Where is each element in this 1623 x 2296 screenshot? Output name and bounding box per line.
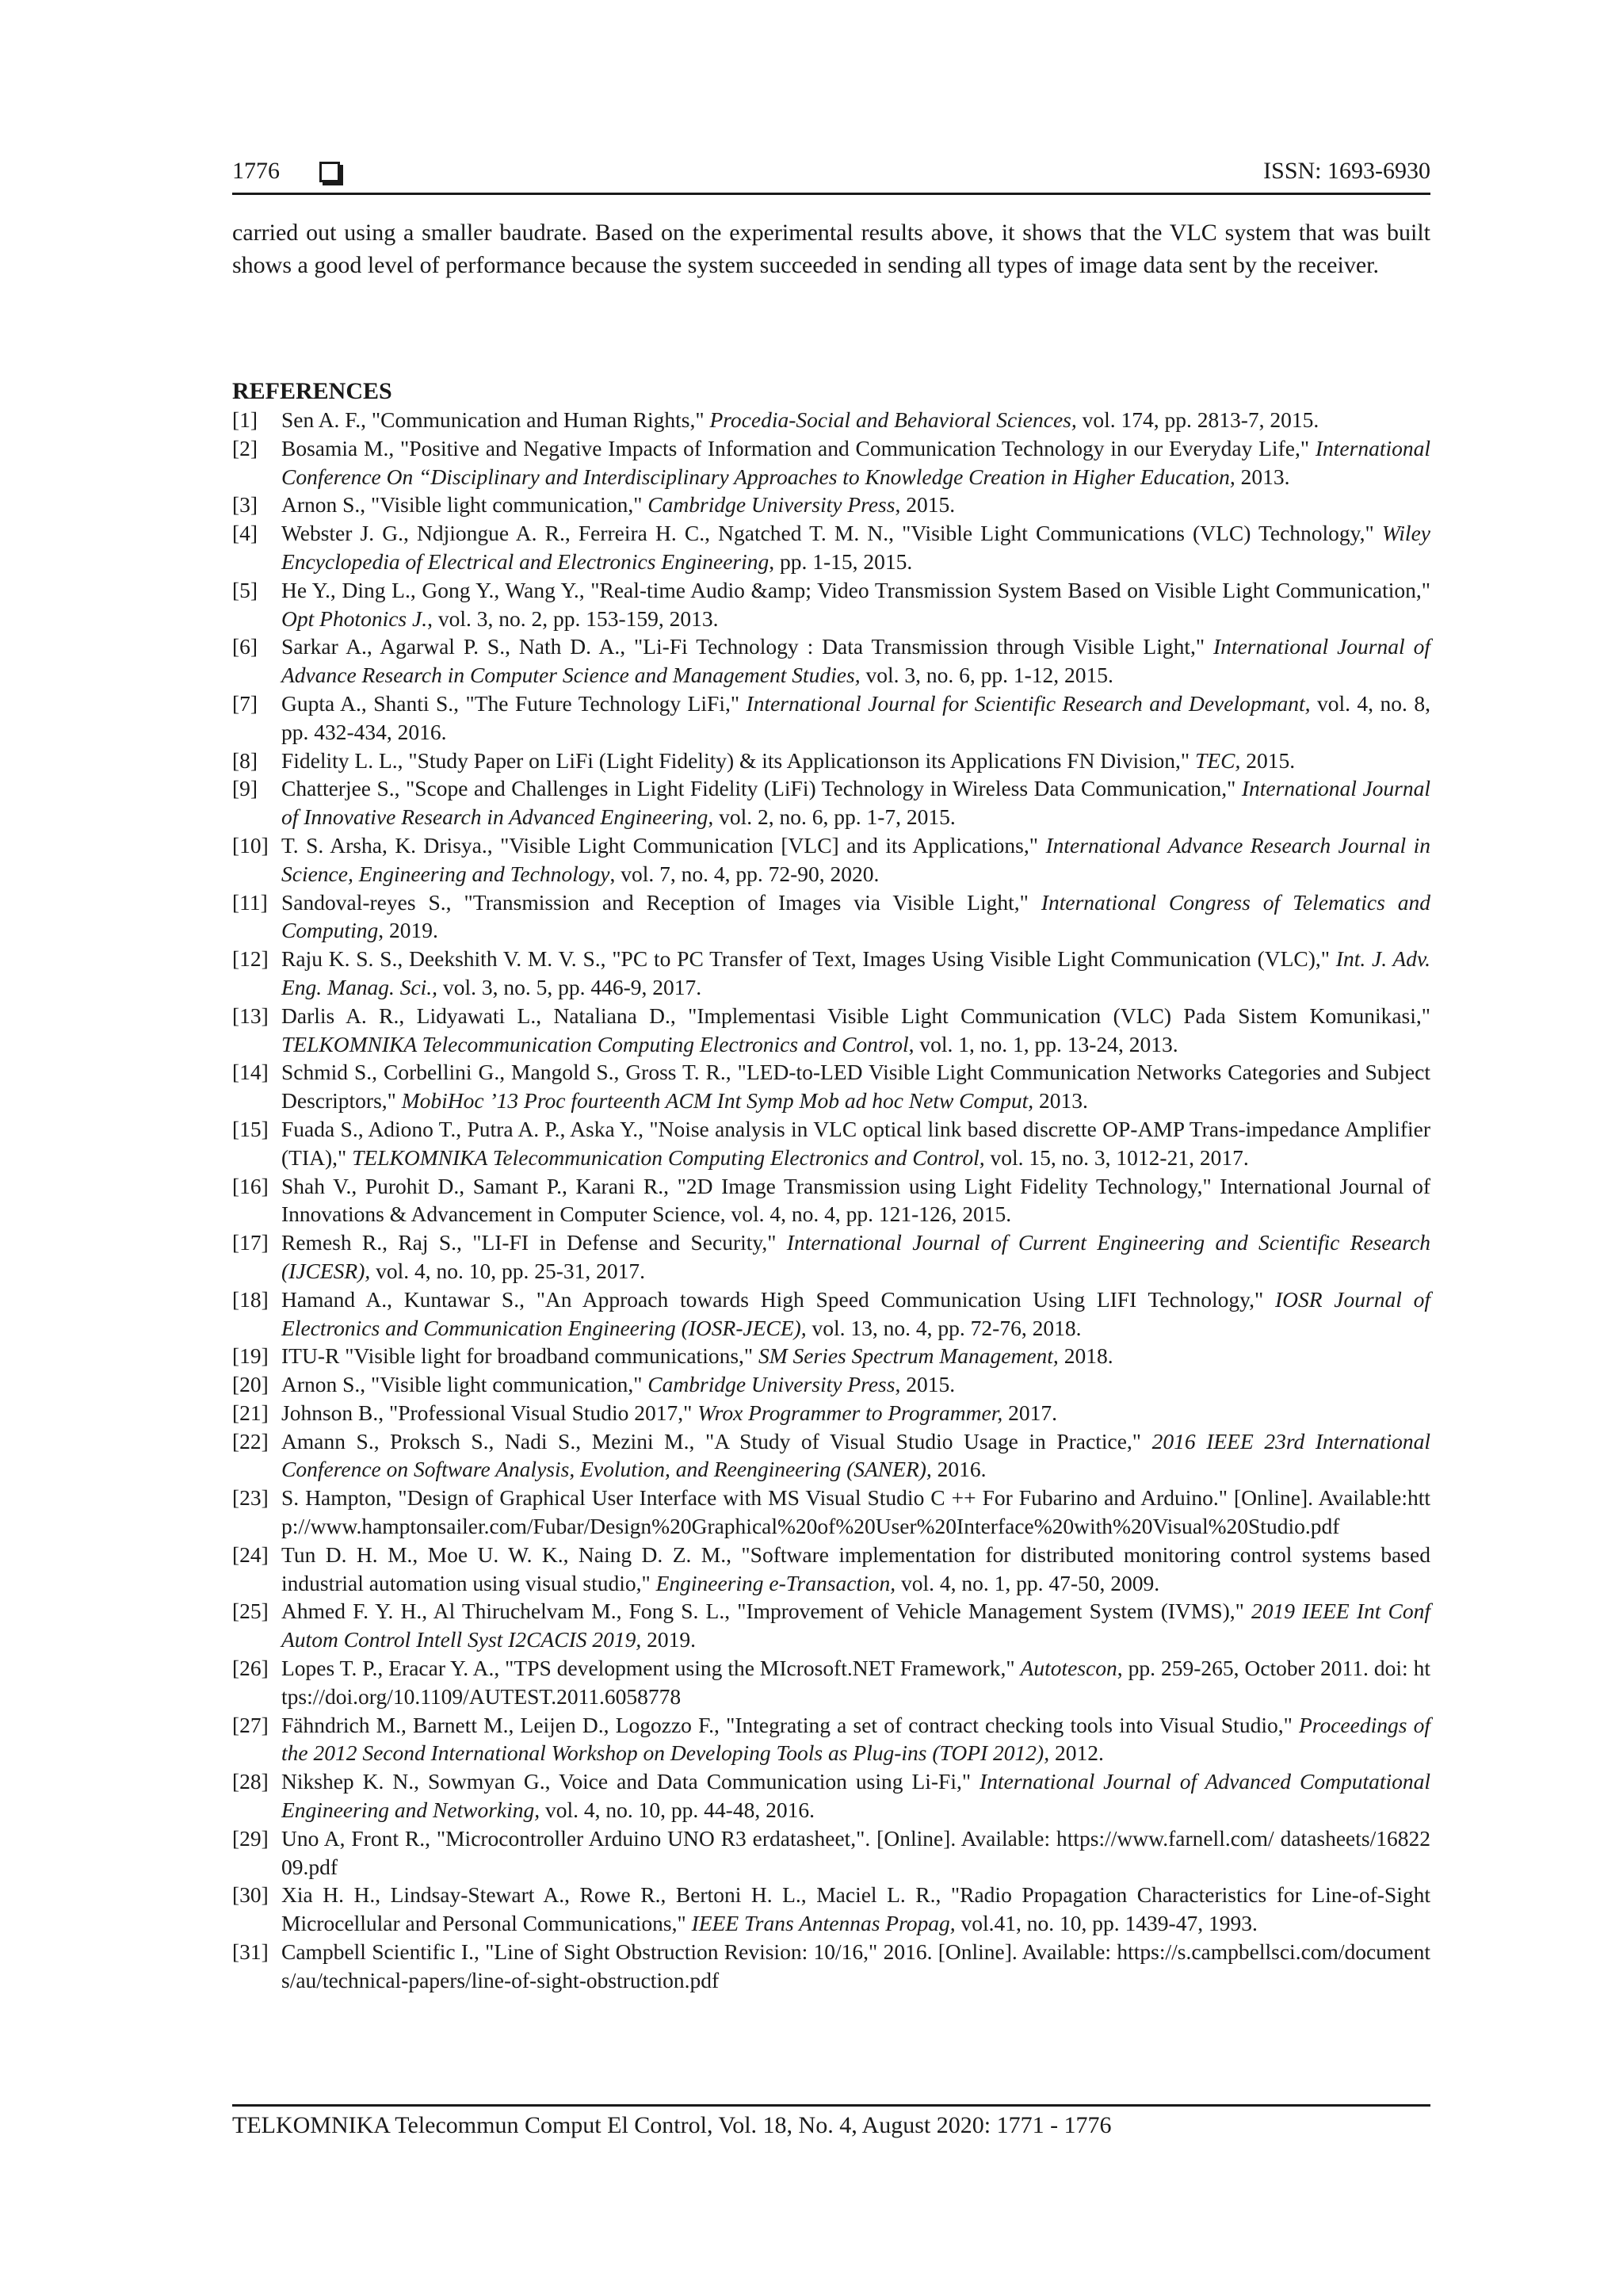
reference-item (232, 1342, 1430, 1370)
reference-item (232, 1370, 1430, 1399)
reference-text: Lopes T. P., Eracar Y. A., "TPS development using the MIcrosoft.NET Framework," (281, 1656, 1021, 1681)
reference-number: [12] (232, 946, 269, 972)
reference-number: [22] (232, 1428, 269, 1454)
reference-item (232, 1228, 1430, 1286)
reference-venue: Cambridge University Press (647, 1372, 896, 1397)
reference-number: [2] (232, 435, 258, 460)
reference-number: [8] (232, 747, 258, 773)
reference-venue: International Congress of Telematics and Computing (281, 889, 1430, 943)
reference-details: vol. 3, no. 6, pp. 1-12, 2015. (860, 663, 1113, 688)
reference-number: [7] (232, 690, 258, 716)
reference-venue: International Conference On “Disciplinary and Interdisciplinary Approaches to Knowledge Creation in Higher Education, (281, 435, 1430, 489)
reference-details: 2012. (1049, 1740, 1104, 1766)
reference-item (232, 576, 1430, 633)
reference-item (232, 1767, 1430, 1824)
reference-text: Fidelity L. L., "Study Paper on LiFi (Light Fidelity) & its Applicationson its Applications FN Division," (281, 747, 1196, 773)
reference-number: [20] (232, 1372, 269, 1397)
reference-venue: Wrox Programmer to Programmer, (697, 1400, 1003, 1425)
reference-item (232, 774, 1430, 831)
reference-text: ITU-R "Visible light for broadband communications," (281, 1343, 759, 1369)
body-paragraph: carried out using a smaller baudrate. Based on the experimental results above, it shows that the VLC system that was built shows a good level of performance because the system succeeded in sending all types of image data sent by the receiver. (232, 220, 1430, 278)
reference-venue: Int. J. Adv. Eng. Manag. Sci., (281, 946, 1430, 999)
reference-number: [31] (232, 1939, 269, 1965)
reference-number: [5] (232, 577, 258, 602)
footer-rule (232, 2104, 1430, 2107)
reference-details: , vol. 3, no. 2, pp. 153-159, 2013. (427, 606, 719, 631)
reference-number: [25] (232, 1599, 269, 1624)
reference-text: Johnson B., "Professional Visual Studio 2017," (281, 1400, 698, 1425)
reference-number: [14] (232, 1060, 269, 1085)
reference-venue: SM Series Spectrum Management, (758, 1343, 1059, 1369)
reference-venue: Proceedings of the 2012 Second International Workshop on Developing Tools as Plug-ins (TOPI 2012), (281, 1712, 1430, 1766)
reference-details: , vol. 1, no. 1, pp. 13-24, 2013. (908, 1031, 1178, 1056)
reference-number: [16] (232, 1173, 269, 1198)
reference-number: [26] (232, 1656, 269, 1681)
reference-details: 2013. (1235, 464, 1290, 489)
reference-text: He Y., Ding L., Gong Y., Wang Y., "Real-time Audio &amp; Video Transmission System Based on Visible Light Communication," (281, 577, 1430, 602)
reference-number: [19] (232, 1343, 269, 1369)
header-rule (232, 193, 1430, 195)
reference-venue: IEEE Trans Antennas Propag, (691, 1911, 956, 1936)
reference-text: Raju K. S. S., Deekshith V. M. V. S., "PC to PC Transfer of Text, Images Using Visible Light Communication (VLC)," (281, 946, 1336, 972)
reference-venue: International Journal of Advance Research in Computer Science and Management Studies, (281, 634, 1430, 688)
reference-venue: Autotescon (1020, 1656, 1117, 1681)
reference-item (232, 1824, 1430, 1881)
reference-number: [4] (232, 521, 258, 546)
reference-venue: 2016 IEEE 23rd International Conference on Software Analysis, Evolution, and Reengineering (SANER), (281, 1428, 1430, 1482)
reference-item (232, 1002, 1430, 1059)
reference-venue: Engineering e-Transaction, (655, 1570, 896, 1595)
reference-item (232, 632, 1430, 690)
reference-item (232, 1115, 1430, 1172)
reference-venue: International Journal of Advanced Computational Engineering and Networking, (281, 1769, 1431, 1823)
reference-venue: MobiHoc ’13 Proc fourteenth ACM Int Symp Mob ad hoc Netw Comput, (401, 1088, 1034, 1114)
reference-number: [17] (232, 1230, 269, 1255)
reference-item (232, 1597, 1430, 1654)
reference-number: [3] (232, 492, 258, 518)
reference-number: [11] (232, 889, 268, 915)
reference-venue: TEC, (1195, 747, 1241, 773)
reference-details: vol.41, no. 10, pp. 1439-47, 1993. (955, 1911, 1258, 1936)
reference-item (232, 1286, 1430, 1343)
page-number: 1776 (232, 158, 280, 184)
reference-text: Chatterjee S., "Scope and Challenges in Light Fidelity (LiFi) Technology in Wireless Data Communication," (281, 776, 1242, 801)
reference-details: , vol. 7, no. 4, pp. 72-90, 2020. (609, 861, 880, 886)
reference-venue: IOSR Journal of Electronics and Communication Engineering (IOSR-JECE), (281, 1286, 1430, 1340)
reference-text: Sandoval-reyes S., "Transmission and Reception of Images via Visible Light," (281, 889, 1041, 915)
reference-item (232, 690, 1430, 747)
reference-details: , pp. 1-15, 2015. (769, 548, 913, 574)
reference-text: Tun D. H. M., Moe U. W. K., Naing D. Z. M., "Software implementation for distributed monitoring control systems based industrial automation using visual studio," (281, 1541, 1430, 1595)
reference-item (232, 1881, 1430, 1938)
reference-text: T. S. Arsha, K. Drisya., "Visible Light Communication [VLC] and its Applications," (281, 832, 1046, 858)
square-bullet-icon (319, 162, 340, 182)
reference-number: [6] (232, 634, 258, 659)
reference-venue: TELKOMNIKA Telecommunication Computing Electronics and Control, (352, 1144, 985, 1170)
reference-venue: TELKOMNIKA Telecommunication Computing Electronics and Control (281, 1031, 909, 1056)
issn-label: ISSN: 1693-6930 (1263, 158, 1430, 184)
reference-details: , 2019. (378, 918, 438, 943)
reference-venue: 2019 IEEE Int Conf Autom Control Intell Syst I2CACIS 2019, (281, 1599, 1431, 1652)
reference-venue: Procedia-Social and Behavioral Sciences, (709, 407, 1077, 432)
reference-text: Shah V., Purohit D., Samant P., Karani R., "2D Image Transmission using Light Fidelity Technology," International Journal of Innovations & Advancement in Computer Science, vol. 4, no. 4, pp. 121-126, 2015. (281, 1173, 1430, 1227)
reference-item (232, 1172, 1430, 1229)
reference-number: [27] (232, 1712, 269, 1737)
reference-details: vol. 15, no. 3, 1012-21, 2017. (984, 1144, 1249, 1170)
reference-details: vol. 2, no. 6, pp. 1-7, 2015. (713, 804, 956, 830)
reference-text: Fuada S., Adiono T., Putra A. P., Aska Y., "Noise analysis in VLC optical link based discrette OP-AMP Trans-impedance Amplifier (TIA)," (281, 1116, 1430, 1170)
reference-details: vol. 3, no. 5, pp. 446-9, 2017. (437, 974, 702, 999)
reference-item (232, 1711, 1430, 1768)
reference-venue: Cambridge University Press (647, 492, 896, 518)
reference-text: Sen A. F., "Communication and Human Rights," (281, 407, 710, 432)
reference-text: Hamand A., Kuntawar S., "An Approach towards High Speed Communication Using LIFI Technology," (281, 1286, 1275, 1312)
reference-number: [23] (232, 1485, 269, 1511)
reference-details: vol. 13, no. 4, pp. 72-76, 2018. (806, 1315, 1082, 1340)
reference-number: [10] (232, 832, 269, 858)
reference-text: Arnon S., "Visible light communication," (281, 492, 648, 518)
reference-number: [21] (232, 1400, 269, 1425)
reference-text: Gupta A., Shanti S., "The Future Technology LiFi," (281, 690, 747, 716)
reference-number: [1] (232, 407, 258, 432)
reference-item (232, 747, 1430, 775)
reference-text: S. Hampton, "Design of Graphical User Interface with MS Visual Studio C ++ For Fubarino and Arduino." [Online]. Available:http://www.hamptonsailer.com/Fubar/Design%20Graphical%20of%20User%20Interface%20with%20Visual%20Studio.pdf (281, 1485, 1430, 1539)
reference-details: 2019. (641, 1627, 696, 1652)
reference-text: Ahmed F. Y. H., Al Thiruchelvam M., Fong S. L., "Improvement of Vehicle Management System (IVMS)," (281, 1599, 1252, 1624)
reference-details: , 2015. (895, 1372, 956, 1397)
reference-number: [30] (232, 1882, 269, 1908)
reference-number: [15] (232, 1116, 269, 1141)
reference-text: Fähndrich M., Barnett M., Leijen D., Logozzo F., "Integrating a set of contract checking tools into Visual Studio," (281, 1712, 1299, 1737)
reference-details: vol. 4, no. 8, pp. 432-434, 2016. (281, 690, 1430, 744)
reference-venue: Opt Photonics J. (281, 606, 428, 631)
reference-item (232, 519, 1430, 576)
reference-text: Campbell Scientific I., "Line of Sight Obstruction Revision: 10/16," 2016. [Online]. Available: https://s.campbellsci.com/documents/au/technical-papers/line-of-sight-obstruction.pdf (281, 1939, 1430, 1992)
reference-venue: International Journal of Innovative Research in Advanced Engineering, (281, 776, 1430, 830)
reference-number: [9] (232, 776, 258, 801)
reference-item (232, 1938, 1430, 1995)
reference-item (232, 434, 1430, 491)
reference-details: 2015. (1240, 747, 1296, 773)
reference-item (232, 831, 1430, 888)
reference-number: [24] (232, 1541, 269, 1567)
reference-number: [13] (232, 1003, 269, 1028)
reference-venue: International Journal of Current Engineering and Scientific Research (IJCESR), (281, 1230, 1430, 1283)
references-list (232, 406, 1430, 1995)
reference-text: Amann S., Proksch S., Nadi S., Mezini M., "A Study of Visual Studio Usage in Practice," (281, 1428, 1152, 1454)
reference-text: Uno A, Front R., "Microcontroller Arduino UNO R3 erdatasheet,". [Online]. Available: https://www.farnell.com/ datasheets/1682209.pdf (281, 1825, 1430, 1879)
reference-details: 2013. (1033, 1088, 1088, 1114)
references-heading: REFERENCES (232, 378, 392, 404)
reference-item (232, 491, 1430, 519)
reference-text: Bosamia M., "Positive and Negative Impacts of Information and Communication Technology in our Everyday Life," (281, 435, 1316, 460)
reference-details: 2018. (1058, 1343, 1113, 1369)
reference-number: [29] (232, 1825, 269, 1851)
reference-number: [28] (232, 1769, 269, 1794)
reference-item (232, 1654, 1430, 1711)
reference-text: Arnon S., "Visible light communication," (281, 1372, 648, 1397)
reference-venue: International Journal for Scientific Research and Developmant, (746, 690, 1311, 716)
reference-text: Remesh R., Raj S., "LI-FI in Defense and Security," (281, 1230, 787, 1255)
reference-text: Xia H. H., Lindsay-Stewart A., Rowe R., Bertoni H. L., Maciel L. R., "Radio Propagation Characteristics for Line-of-Sight Microcellular and Personal Communications," (281, 1882, 1430, 1936)
reference-item (232, 1541, 1430, 1598)
reference-text: Sarkar A., Agarwal P. S., Nath D. A., "Li-Fi Technology : Data Transmission through Visible Light," (281, 634, 1214, 659)
reference-item (232, 1427, 1430, 1484)
reference-text: Webster J. G., Ndjiongue A. R., Ferreira H. C., Ngatched T. M. N., "Visible Light Communications (VLC) Technology," (281, 521, 1382, 546)
reference-item (232, 1399, 1430, 1427)
reference-details: vol. 4, no. 1, pp. 47-50, 2009. (896, 1570, 1160, 1595)
page-header (232, 155, 1430, 190)
reference-details: vol. 174, pp. 2813-7, 2015. (1076, 407, 1319, 432)
page-footer: TELKOMNIKA Telecommun Comput El Control, Vol. 18, No. 4, August 2020: 1771 - 1776 (232, 2112, 1112, 2138)
reference-item (232, 945, 1430, 1002)
reference-details: vol. 4, no. 10, pp. 25-31, 2017. (370, 1258, 646, 1283)
reference-details: , pp. 259-265, October 2011. doi: https://doi.org/10.1109/AUTEST.2011.6058778 (281, 1656, 1430, 1709)
reference-details: 2017. (1002, 1400, 1058, 1425)
reference-text: Nikshep K. N., Sowmyan G., Voice and Data Communication using Li-Fi," (281, 1769, 980, 1794)
reference-number: [18] (232, 1286, 269, 1312)
reference-item (232, 406, 1430, 434)
reference-details: vol. 4, no. 10, pp. 44-48, 2016. (540, 1797, 815, 1823)
reference-item (232, 1484, 1430, 1541)
reference-details: 2016. (931, 1457, 987, 1482)
reference-text: Schmid S., Corbellini G., Mangold S., Gross T. R., "LED-to-LED Visible Light Communication Networks Categories and Subject Descriptors," (281, 1060, 1430, 1114)
reference-text: Darlis A. R., Lidyawati L., Nataliana D., "Implementasi Visible Light Communication (VLC) Pada Sistem Komunikasi," (281, 1003, 1430, 1028)
reference-item (232, 888, 1430, 946)
reference-item (232, 1058, 1430, 1115)
reference-venue: Wiley Encyclopedia of Electrical and Electronics Engineering (281, 521, 1430, 574)
reference-details: , 2015. (895, 492, 956, 518)
reference-venue: International Advance Research Journal in Science, Engineering and Technology (281, 832, 1430, 886)
